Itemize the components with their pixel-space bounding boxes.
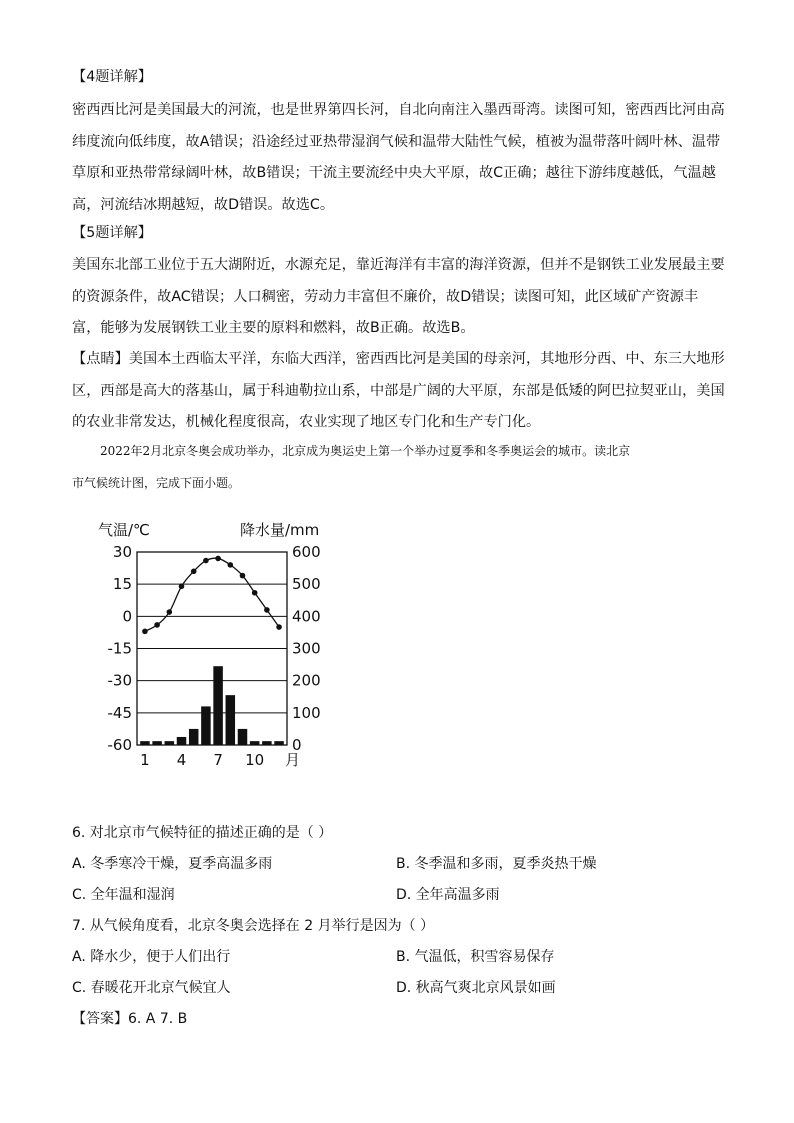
precipitation-bars xyxy=(140,666,284,745)
temperature-point xyxy=(203,558,209,564)
q4-line: 纬度流向低纬度，故A错误；沿途经过亚热带湿润气候和温带大陆性气候，植被为温带落叶阔叶林、温带 xyxy=(72,133,721,150)
question-7-option-a: A. 降水少，便于人们出行 xyxy=(72,949,231,965)
x-unit-label: 月 xyxy=(285,751,301,769)
right-tick-label: 400 xyxy=(292,607,321,626)
q5-line: 美国东北部工业位于五大湖附近，水源充足，靠近海洋有丰富的海洋资源，但并不是钢铁工业发展最主要 xyxy=(72,257,725,273)
x-tick-label: 10 xyxy=(245,751,265,769)
left-tick-label: -60 xyxy=(107,736,132,754)
q4-line: 密西西比河是美国最大的河流，也是世界第四长河，自北向南注入墨西哥湾。读图可知，密西西比河由高 xyxy=(72,102,725,118)
x-tick-label: 7 xyxy=(213,751,223,769)
q5-line: 的资源条件，故AC错误；人口稠密，劳动力丰富但不廉价，故D错误；读图可知，此区域矿产资源丰 xyxy=(72,288,699,305)
precipitation-bar xyxy=(226,695,236,745)
precipitation-bar xyxy=(177,737,187,745)
left-tick-label: -30 xyxy=(107,671,132,690)
answer-label: 【答案】 xyxy=(72,1011,128,1027)
dianjing-line: 的农业非常发达，机械化程度很高，农业实现了地区专门化和生产专门化。 xyxy=(72,414,541,430)
question-6-stem: 6. 对北京市气候特征的描述正确的是（ ） xyxy=(72,825,333,841)
q4-line: 高，河流结冰期越短，故D错误。故选C。 xyxy=(72,196,335,213)
dianjing-line: 区，西部是高大的落基山，属于科迪勒拉山系，中部是广阔的大平原，东部是低矮的阿巴拉契亚山，美国 xyxy=(72,382,725,399)
temperature-point xyxy=(227,562,233,568)
left-tick-label: -45 xyxy=(107,703,132,722)
x-tick-label: 1 xyxy=(140,751,150,769)
q4-paragraph xyxy=(72,95,725,221)
left-tick-label: 0 xyxy=(122,607,132,626)
temperature-point xyxy=(154,622,160,628)
question-7-option-b: B. 气温低，积雪容易保存 xyxy=(396,949,555,965)
temperature-point xyxy=(240,573,246,579)
temperature-point xyxy=(179,584,185,590)
right-tick-label: 200 xyxy=(292,671,321,690)
q4-heading: 【4题详解】 xyxy=(72,69,152,85)
precipitation-bar xyxy=(213,666,223,745)
temperature-point xyxy=(276,624,282,630)
right-tick-label: 600 xyxy=(292,543,321,561)
temperature-line xyxy=(142,556,282,635)
temperature-point xyxy=(191,569,197,575)
precipitation-bar xyxy=(201,706,211,745)
q4-line: 草原和亚热带常绿阔叶林，故B错误；干流主要流经中央大平原，故C正确；越往下游纬度越低，气温越 xyxy=(72,165,716,181)
answer-line xyxy=(72,1008,187,1028)
answer-text: 6. A 7. B xyxy=(128,1011,188,1027)
q5-heading: 【5题详解】 xyxy=(72,225,152,241)
left-tick-label: 30 xyxy=(112,543,132,561)
temperature-point xyxy=(142,629,148,635)
temperature-point xyxy=(167,609,173,615)
q5-paragraph xyxy=(72,250,725,345)
left-axis-label: 气温/℃ xyxy=(98,521,150,539)
right-tick-label: 100 xyxy=(292,703,321,722)
question-6-option-c: C. 全年温和湿润 xyxy=(72,887,175,903)
climate-chart xyxy=(90,515,350,775)
right-tick-label: 500 xyxy=(292,575,321,594)
right-axis-label: 降水量/mm xyxy=(240,521,320,539)
precipitation-bar xyxy=(238,729,248,745)
temperature-curve xyxy=(145,558,279,631)
temperature-point xyxy=(264,607,270,613)
temperature-point xyxy=(252,590,258,596)
left-tick-label: -15 xyxy=(107,639,132,658)
temperature-point xyxy=(215,556,221,562)
precipitation-bar xyxy=(189,729,199,745)
right-tick-label: 300 xyxy=(292,639,321,658)
question-6-option-d: D. 全年高温多雨 xyxy=(396,887,500,903)
intro-line: 市气候统计图，完成下面小题。 xyxy=(72,476,241,490)
chart-grid xyxy=(137,584,287,713)
intro-line: 2022年2月北京冬奥会成功举办，北京成为奥运史上第一个举办过夏季和冬季奥运会的城市。读北京 xyxy=(100,444,631,458)
q5-line: 富，能够为发展钢铁工业主要的原料和燃料，故B正确。故选B。 xyxy=(72,320,475,336)
x-tick-label: 4 xyxy=(176,751,187,769)
question-7-option-c: C. 春暖花开北京气候宜人 xyxy=(72,980,231,996)
dianjing-line: 【点睛】美国本土西临太平洋，东临大西洋，密西西比河是美国的母亲河，其地形分西、中、东三大地形 xyxy=(72,351,725,367)
question-7-stem: 7. 从气候角度看，北京冬奥会选择在 2 月举行是因为（ ） xyxy=(72,918,435,934)
right-tick-label: 0 xyxy=(292,736,302,754)
left-tick-label: 15 xyxy=(112,575,132,594)
question-6-option-b: B. 冬季温和多雨，夏季炎热干燥 xyxy=(396,856,597,872)
question-7-option-d: D. 秋高气爽北京风景如画 xyxy=(396,980,556,996)
dianjing-paragraph xyxy=(72,344,725,439)
question-6-option-a: A. 冬季寒冷干燥，夏季高温多雨 xyxy=(72,856,273,872)
